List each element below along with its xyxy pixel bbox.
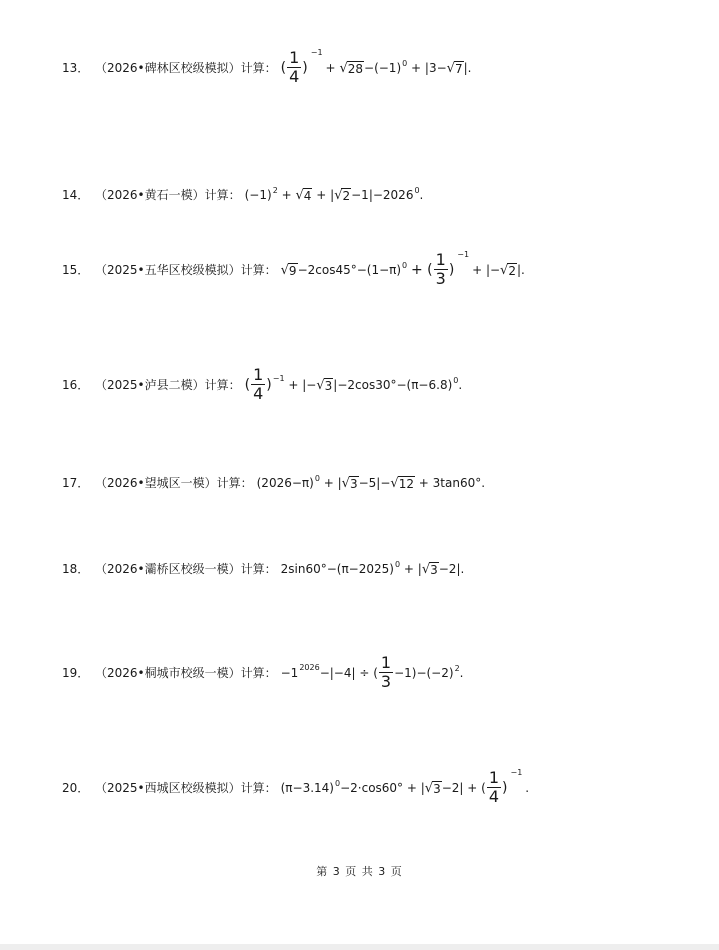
math-expression [257, 476, 485, 490]
math-expression [245, 367, 463, 402]
radicand: 3 [433, 781, 441, 796]
problem-number: 13． [62, 60, 90, 75]
exponent: 0 [335, 778, 341, 788]
sqrt-symbol: √ [500, 262, 509, 278]
exponent: 2 [454, 663, 460, 673]
expr-text: + | [316, 188, 335, 202]
fraction [434, 252, 448, 287]
expr-text: −1)−(−2) [394, 665, 454, 680]
problem-source: （2026•碑林区校级模拟）计算： [95, 60, 277, 75]
numerator: 1 [488, 768, 500, 787]
radicand: 2 [342, 189, 351, 203]
radicand: 2 [508, 263, 516, 278]
expr-text: ( [280, 59, 287, 76]
math-expression [280, 249, 525, 288]
problem-number: 19． [62, 665, 90, 680]
expr-text: ( [244, 376, 251, 393]
radicand: 9 [288, 263, 297, 278]
expr-text: + | [323, 476, 342, 490]
problem-source: （2026•黄石一模）计算： [95, 188, 241, 202]
problem-16 [62, 367, 462, 402]
exponent: 2 [272, 186, 278, 195]
math-expression [281, 655, 464, 690]
expr-text: + [325, 60, 336, 75]
square-root [447, 61, 464, 75]
fraction [251, 367, 265, 402]
sqrt-symbol: √ [446, 60, 455, 76]
square-root [334, 188, 351, 202]
numerator: 1 [289, 48, 300, 67]
expr-text: . [458, 377, 463, 392]
expr-text: −1|−2026 [351, 188, 414, 202]
expr-text: + | [403, 562, 422, 576]
sqrt-symbol: √ [295, 188, 304, 203]
expr-text: + |− [288, 377, 317, 392]
expr-text: |. [463, 60, 472, 75]
problem-15 [62, 249, 525, 288]
exponent: −1 [272, 373, 285, 383]
sqrt-symbol: √ [390, 476, 399, 491]
expr-text: + |3− [411, 60, 447, 75]
problem-source: （2026•望城区一模）计算： [95, 476, 253, 490]
page-footer: 第 3 页 共 3 页 [316, 865, 403, 878]
radicand: 3 [349, 477, 358, 491]
math-expression [280, 767, 530, 806]
expr-text: . [419, 188, 424, 202]
problem-17 [62, 476, 485, 490]
exponent: −1 [457, 249, 470, 259]
problem-number: 17． [62, 476, 90, 490]
expr-text: + ( [410, 261, 433, 278]
expr-text: −2cos45°−(1−π) [297, 262, 402, 277]
problem-number: 15． [62, 262, 90, 277]
expr-text: −(−1) [364, 60, 402, 75]
radicand: 28 [347, 61, 364, 76]
fraction [379, 655, 393, 690]
square-root [281, 263, 298, 277]
exponent: 0 [453, 375, 459, 385]
radicand: 7 [454, 61, 463, 76]
problem-source: （2025•西城区校级模拟）计算： [95, 780, 277, 795]
numerator: 1 [435, 250, 446, 269]
expr-text: ) [448, 261, 455, 278]
expr-text: −2|. [438, 562, 465, 576]
exponent: 0 [402, 260, 408, 270]
square-root [316, 378, 333, 392]
expr-text: (2026−π) [256, 476, 314, 490]
expr-text: ) [502, 779, 508, 796]
exponent: 0 [394, 560, 401, 569]
fraction [287, 50, 301, 85]
sqrt-symbol: √ [280, 262, 289, 278]
math-expression [280, 47, 472, 86]
expr-text: . [459, 665, 464, 680]
exponent: 0 [402, 58, 408, 68]
expr-text: −5|− [358, 476, 391, 490]
problem-19 [62, 655, 463, 690]
numerator: 1 [380, 653, 392, 672]
expr-text: ) [302, 59, 308, 76]
sqrt-symbol: √ [334, 188, 343, 203]
problem-13 [62, 47, 472, 86]
expr-text: −1 [280, 665, 299, 680]
problem-20 [62, 767, 530, 806]
expr-text: |. [516, 262, 525, 277]
sqrt-symbol: √ [339, 60, 348, 76]
denominator: 3 [380, 672, 392, 691]
exponent: 2026 [299, 662, 320, 672]
problem-18 [62, 562, 464, 576]
exponent: −1 [510, 767, 523, 777]
square-root [342, 476, 359, 490]
denominator: 3 [435, 269, 446, 288]
problem-source: （2026•桐城市校级一模）计算： [95, 665, 277, 680]
math-expression [245, 188, 424, 202]
problem-number: 20． [62, 780, 90, 795]
radicand: 3 [430, 563, 438, 577]
numerator: 1 [253, 365, 264, 384]
expr-text: 2sin60°−(π−2025) [280, 562, 394, 576]
expr-text: (−1) [244, 188, 272, 202]
problem-number: 18． [62, 562, 90, 576]
fraction [487, 770, 501, 805]
problem-number: 16． [62, 377, 90, 392]
radicand: 3 [324, 378, 333, 393]
math-expression [281, 562, 465, 576]
sqrt-symbol: √ [421, 562, 431, 577]
sqrt-symbol: √ [316, 377, 325, 393]
exponent: −1 [310, 47, 323, 57]
problem-source: （2026•灞桥区校级一模）计算： [95, 562, 277, 576]
square-root [500, 263, 517, 277]
exponent: 0 [314, 474, 320, 483]
problem-source: （2025•泸县二模）计算： [95, 377, 241, 392]
denominator: 4 [253, 384, 264, 403]
denominator: 4 [289, 67, 300, 86]
square-root [422, 562, 439, 576]
problem-source: （2025•五华区校级模拟）计算： [95, 262, 277, 277]
expr-text: −2| + ( [441, 780, 486, 795]
square-root [339, 61, 364, 75]
expr-text: −2·cos60° + | [340, 780, 425, 795]
expr-text: . [525, 780, 530, 795]
expr-text: + 3tan60°. [418, 476, 486, 490]
expr-text: |−2cos30°−(π−6.8) [333, 377, 453, 392]
radicand: 4 [303, 189, 312, 203]
square-root [390, 476, 415, 490]
problem-14 [62, 188, 423, 202]
square-root [296, 188, 313, 202]
square-root [425, 781, 442, 795]
expr-text: + |− [472, 262, 501, 277]
viewer-bottom-edge [0, 944, 719, 950]
radicand: 12 [398, 477, 414, 491]
expr-text: + [281, 188, 292, 202]
denominator: 4 [488, 787, 500, 806]
expr-text: −|−4| ÷ ( [319, 665, 378, 680]
sqrt-symbol: √ [424, 780, 434, 796]
exponent: 0 [414, 186, 420, 195]
expr-text: (π−3.14) [280, 780, 334, 795]
sqrt-symbol: √ [341, 476, 350, 491]
expr-text: ) [266, 376, 272, 393]
problem-number: 14． [62, 188, 90, 202]
